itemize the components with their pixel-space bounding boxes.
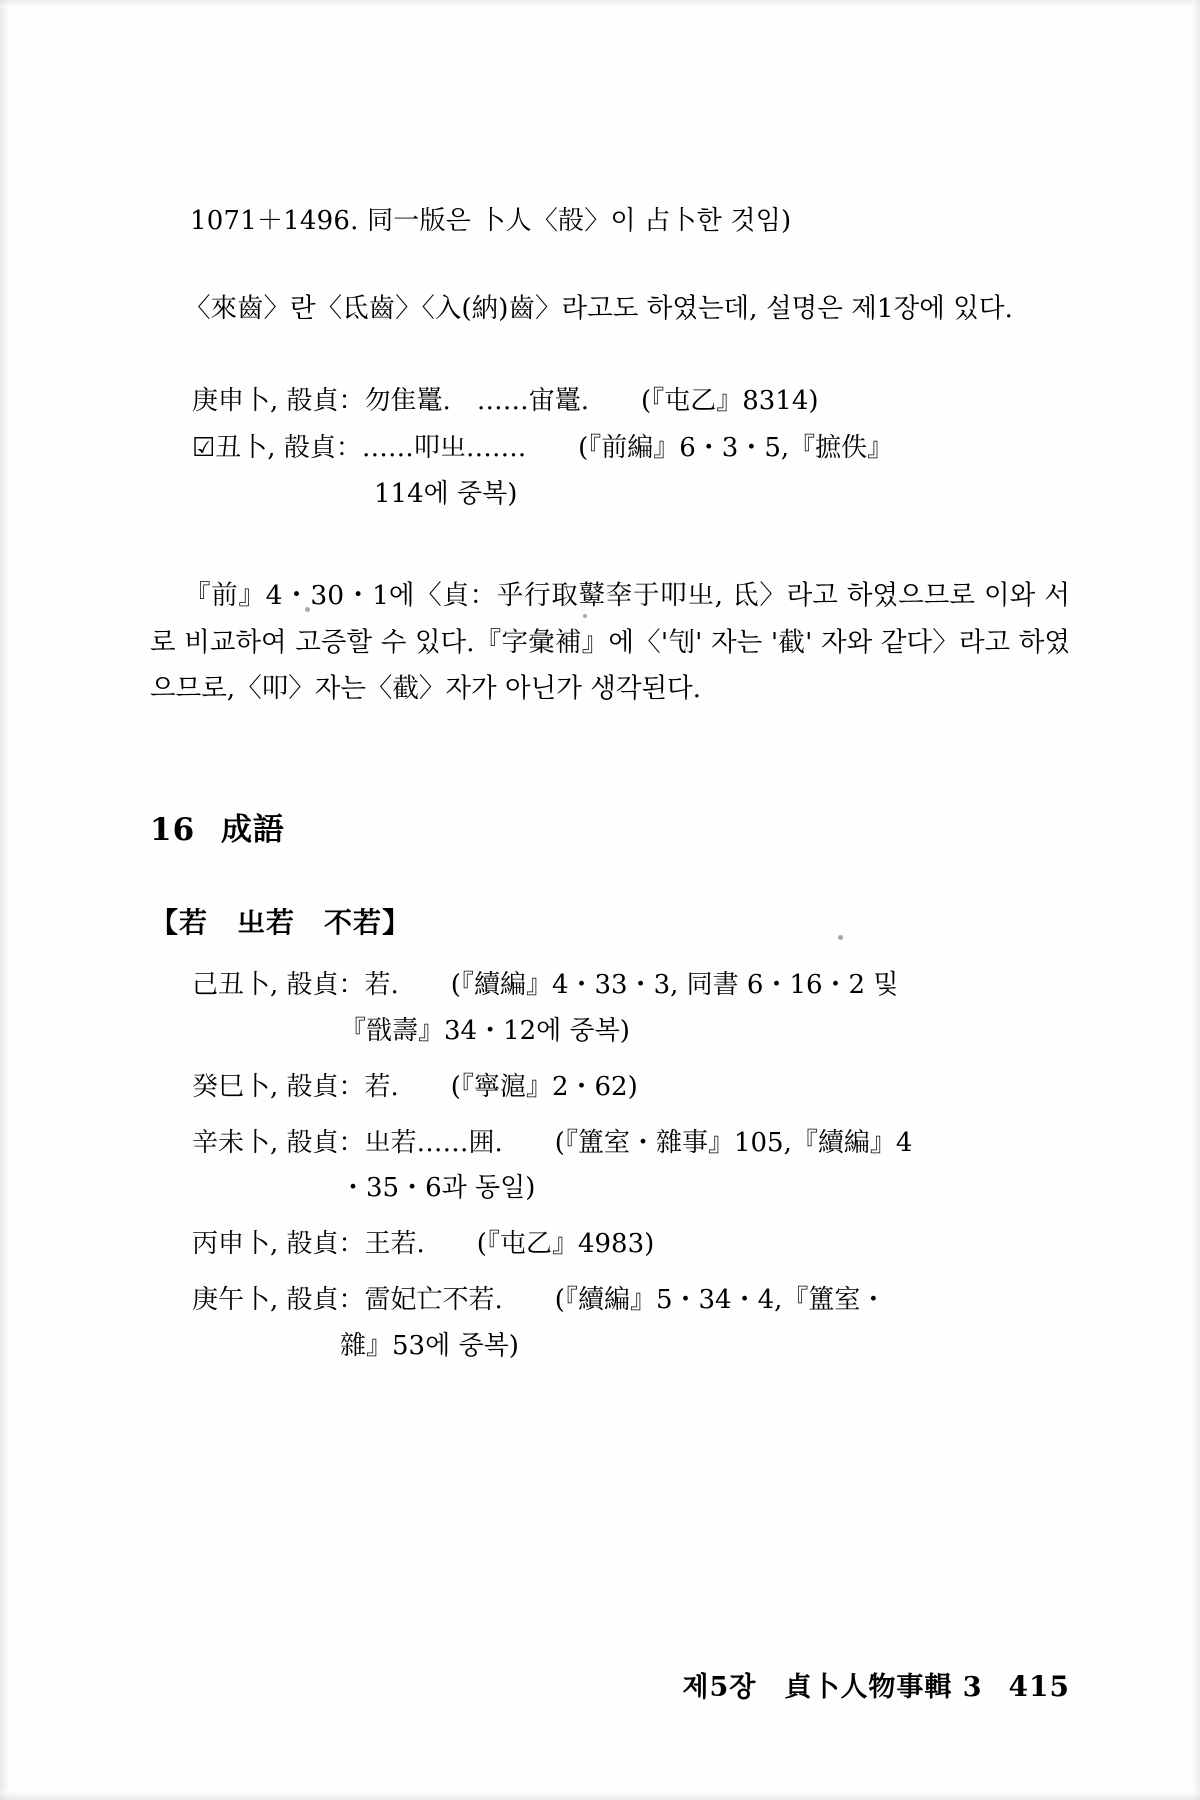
- page-number: 415: [1008, 1670, 1070, 1703]
- list-item-continuation: 雜』53에 중복): [340, 1330, 519, 1361]
- page-edge-left: [0, 0, 10, 1800]
- paragraph-2: 『前』4・30・1에〈貞：乎行取鼙㚔于叩㞢, 氐〉라고 하였으므로 이와 서로 비교하여 고증할 수 있다.『字彙補』에〈'刏' 자는 '截' 자와 같다〉라고 하였으므로,〈叩〉자는〈截〉자가 아닌가 생각된다.: [150, 580, 1070, 705]
- top-continuation-line: 1071＋1496. 同一版은 卜人〈㱿〉이 占卜한 것임): [190, 206, 792, 236]
- list-item-continuation: ・35・6과 동일): [340, 1173, 536, 1204]
- paragraph-1: 〈來齒〉란〈氐齒〉〈入(納)齒〉라고도 하였는데, 설명은 제1장에 있다.: [184, 293, 1013, 325]
- bracket-heading: 【若 㞢若 不若】: [150, 906, 412, 940]
- list-item: 庚午卜, 㱿貞：䨓妃亡不若. (『續編』5・34・4,『簠室・: [192, 1284, 887, 1315]
- quote-line: 庚申卜, 㱿貞：勿隹鼍. ……宙鼍. (『屯乙』8314): [192, 386, 819, 417]
- quote-line-continuation: 114에 중복): [374, 479, 518, 510]
- entry-list: [150, 963, 1070, 1369]
- page-edge-bottom: [0, 1790, 1200, 1800]
- footer-chapter-label: 제5장 貞卜人物事輯 3: [682, 1672, 983, 1703]
- oracle-quote-block-1: [150, 378, 1070, 517]
- list-item: 癸巳卜, 㱿貞：若. (『寧滬』2・62): [192, 1071, 638, 1102]
- quote-line: ☑丑卜, 㱿貞：……叩㞢……. (『前編』6・3・5,『摭佚』: [192, 432, 894, 463]
- page-footer: [682, 1665, 1070, 1704]
- page-edge-right: [1192, 0, 1200, 1800]
- list-item: 己丑卜, 㱿貞：若. (『續編』4・33・3, 同書 6・16・2 및: [192, 970, 899, 1001]
- list-item-continuation: 『戩壽』34・12에 중복): [340, 1016, 630, 1047]
- page-content: [150, 200, 1070, 1369]
- section-heading: [150, 804, 1070, 849]
- section-number: 16: [150, 812, 196, 849]
- section-title-text: 成語: [220, 812, 285, 849]
- page-edge-top: [0, 0, 1200, 8]
- list-item: 丙申卜, 㱿貞：王若. (『屯乙』4983): [192, 1229, 655, 1260]
- list-item: 辛未卜, 㱿貞：㞢若……囲. (『簠室・雜事』105,『續編』4: [192, 1127, 913, 1158]
